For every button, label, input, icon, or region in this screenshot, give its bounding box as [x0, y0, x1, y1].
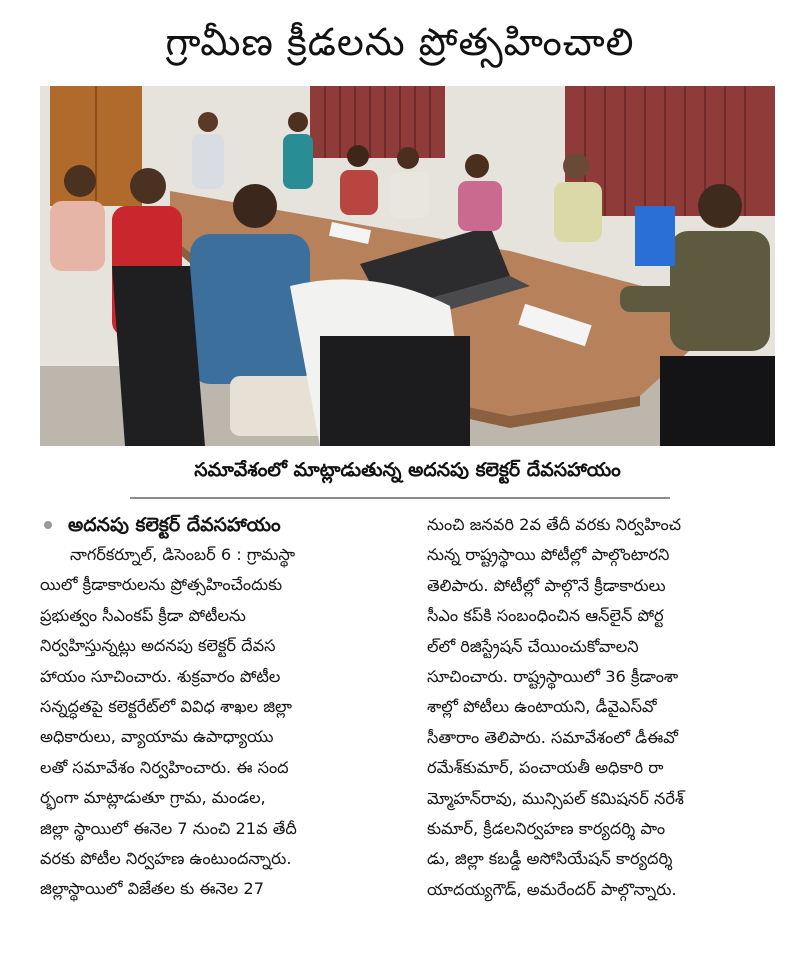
body-line: నున్న రాష్ట్రస్థాయి పోటీల్లో పాల్గొంటారని: [427, 545, 670, 565]
body-line: సూచించారు. రాష్ట్రస్థాయిలో 36 క్రీడాంశా: [427, 666, 679, 686]
body-line: సీఎం కప్‌కి సంబంధించిన ఆన్‌లైన్ పోర్ట: [427, 606, 664, 626]
article-column-right: [427, 510, 797, 905]
photo-window-blind-left: [310, 86, 445, 158]
body-line: యాదయ్యగౌడ్, అమరేందర్ పాల్గొన్నారు.: [427, 879, 677, 899]
article-column-left: [40, 510, 410, 905]
body-line: నిర్వహిస్తున్నట్లు అదనపు కలెక్టర్ దేవస: [40, 636, 276, 656]
body-line: మ్మోహన్‌రావు, మున్సిపల్ కమిషనర్ నరేశ్: [427, 788, 684, 808]
body-line: ల్‌లో రిజిస్ట్రేషన్ చేయించుకోవాలని: [427, 636, 639, 656]
photo-chair-left: [112, 266, 205, 446]
body-line: జిల్లా స్థాయిలో ఈనెల 7 నుంచి 21వ తేదీ: [40, 818, 297, 838]
body-line: అధికారులు, వ్యాయామ ఉపాధ్యాయు: [40, 727, 274, 747]
body-line: సన్నద్ధతపై కలెక్టరేట్‌లో వివిధ శాఖల జిల్లా: [40, 696, 292, 716]
body-line: హాయం సూచించారు. శుక్రవారం పోటీల: [40, 666, 281, 686]
body-line: శాల్లో పోటీలు ఉంటాయని, డీవైఎస్‌వో: [427, 697, 657, 717]
body-line: ర్భంగా మాట్లాడుతూ గ్రామ, మండల,: [40, 788, 266, 808]
photo-chair-right: [660, 356, 775, 446]
body-line: సీతారాం తెలిపారు. సమావేశంలో డీఈవో: [427, 727, 678, 747]
body-line: నాగర్‌కర్నూల్, డిసెంబర్ 6 : గ్రామస్థా: [70, 545, 296, 564]
body-line: కుమార్, క్రీడలనిర్వహణ కార్యదర్శి పాం: [427, 818, 666, 838]
caption-divider: [130, 497, 670, 499]
byline: [40, 510, 410, 540]
meeting-photo: [40, 86, 775, 446]
body-line: జిల్లాస్థాయిలో విజేతల కు ఈనెల 27: [40, 879, 265, 899]
body-line: లతో సమావేశం నిర్వహించారు. ఈ సంద: [40, 757, 289, 777]
body-line: వరకు పోటీల నిర్వహణ ఉంటుందన్నారు.: [40, 848, 292, 868]
body-line: నుంచి జనవరి 2వ తేదీ వరకు నిర్వహించ: [427, 515, 682, 534]
photo-caption: సమావేశంలో మాట్లాడుతున్న అదనపు కలెక్టర్ దేవసహాయం: [194, 459, 621, 481]
headline: గ్రామీణ క్రీడలను ప్రోత్సహించాలి: [165, 20, 635, 64]
body-line: డు, జిల్లా కబడ్డీ అసోసియేషన్ కార్యదర్శి: [427, 849, 673, 869]
body-line: రమేశ్‌కుమార్, పంచాయతీ అధికారి రా: [427, 758, 664, 778]
body-line: ప్రభుత్వం సీఎంకప్ క్రీడా పోటీలను: [40, 605, 246, 625]
bullet-dot-icon: [44, 521, 52, 529]
body-line: యిలో క్రీడాకారులను ప్రోత్సహించేందుకు: [40, 575, 283, 595]
body-line: తెలిపారు. పోటీల్లో పాల్గొనే క్రీడాకారులు: [427, 575, 666, 595]
byline-text: అదనపు కలెక్టర్ దేవసహాయం: [68, 513, 281, 536]
